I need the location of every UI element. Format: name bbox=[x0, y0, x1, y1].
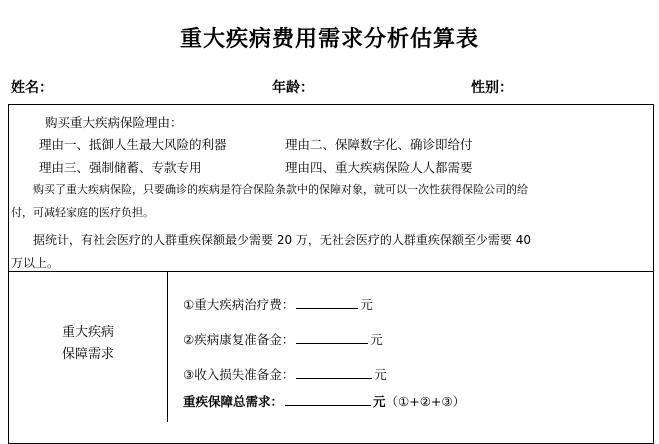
unit-yuan: 元 bbox=[370, 332, 383, 347]
unit-yuan: 元 bbox=[360, 297, 373, 312]
reasons-heading: 购买重大疾病保险理由： bbox=[45, 115, 183, 130]
total-need-row bbox=[183, 391, 465, 410]
needs-label-cell bbox=[9, 272, 168, 422]
age-label: 年龄： bbox=[272, 80, 314, 96]
statistics-paragraph-line2: 万以上。 bbox=[11, 256, 60, 270]
needs-label-line1: 重大疾病 bbox=[61, 325, 114, 340]
treatment-cost-row bbox=[183, 294, 373, 313]
total-need-label: 重疾保障总需求： bbox=[183, 394, 284, 409]
rehab-fund-field[interactable] bbox=[296, 329, 368, 344]
statistics-paragraph-line1: 据统计，有社会医疗的人群重疾保额最少需要 20 万，无社会医疗的人群重疾保额至少需要 40 bbox=[33, 233, 531, 247]
benefit-paragraph-line1: 购买了重大疾病保险，只要确诊的疾病是符合保险条款中的保障对象，就可以一次性获得保险公司的给 bbox=[33, 183, 528, 196]
document-title: 重大疾病费用需求分析估算表 bbox=[179, 27, 479, 52]
unit-yuan: 元 bbox=[374, 367, 387, 382]
total-need-field[interactable] bbox=[285, 391, 371, 406]
needs-section bbox=[9, 272, 653, 422]
needs-label-line2: 保障需求 bbox=[61, 347, 114, 362]
gender-label: 性别： bbox=[471, 80, 513, 96]
total-formula-note: （①+②+③） bbox=[385, 394, 466, 409]
unit-yuan: 元 bbox=[373, 394, 386, 409]
income-loss-row bbox=[183, 364, 387, 383]
rehab-fund-row bbox=[183, 329, 383, 348]
treatment-cost-field[interactable] bbox=[296, 294, 358, 309]
reason-four: 理由四、重大疾病保险人人都需要 bbox=[285, 160, 473, 175]
income-loss-label: ③收入损失准备金： bbox=[183, 367, 295, 382]
rehab-fund-label: ②疾病康复准备金： bbox=[183, 332, 295, 347]
needs-label bbox=[9, 322, 167, 366]
reason-three: 理由三、强制储蓄、专款专用 bbox=[39, 160, 202, 175]
name-label: 姓名： bbox=[11, 80, 53, 96]
income-loss-field[interactable] bbox=[296, 364, 372, 379]
reason-two: 理由二、保障数字化、确诊即给付 bbox=[285, 137, 473, 152]
treatment-cost-label: ①重大疾病治疗费： bbox=[183, 297, 295, 312]
reasons-section bbox=[9, 105, 653, 272]
benefit-paragraph-line2: 付，可减轻家庭的医疗负担。 bbox=[11, 206, 154, 219]
analysis-table bbox=[8, 104, 654, 444]
reason-one: 理由一、抵御人生最大风险的利器 bbox=[39, 137, 227, 152]
